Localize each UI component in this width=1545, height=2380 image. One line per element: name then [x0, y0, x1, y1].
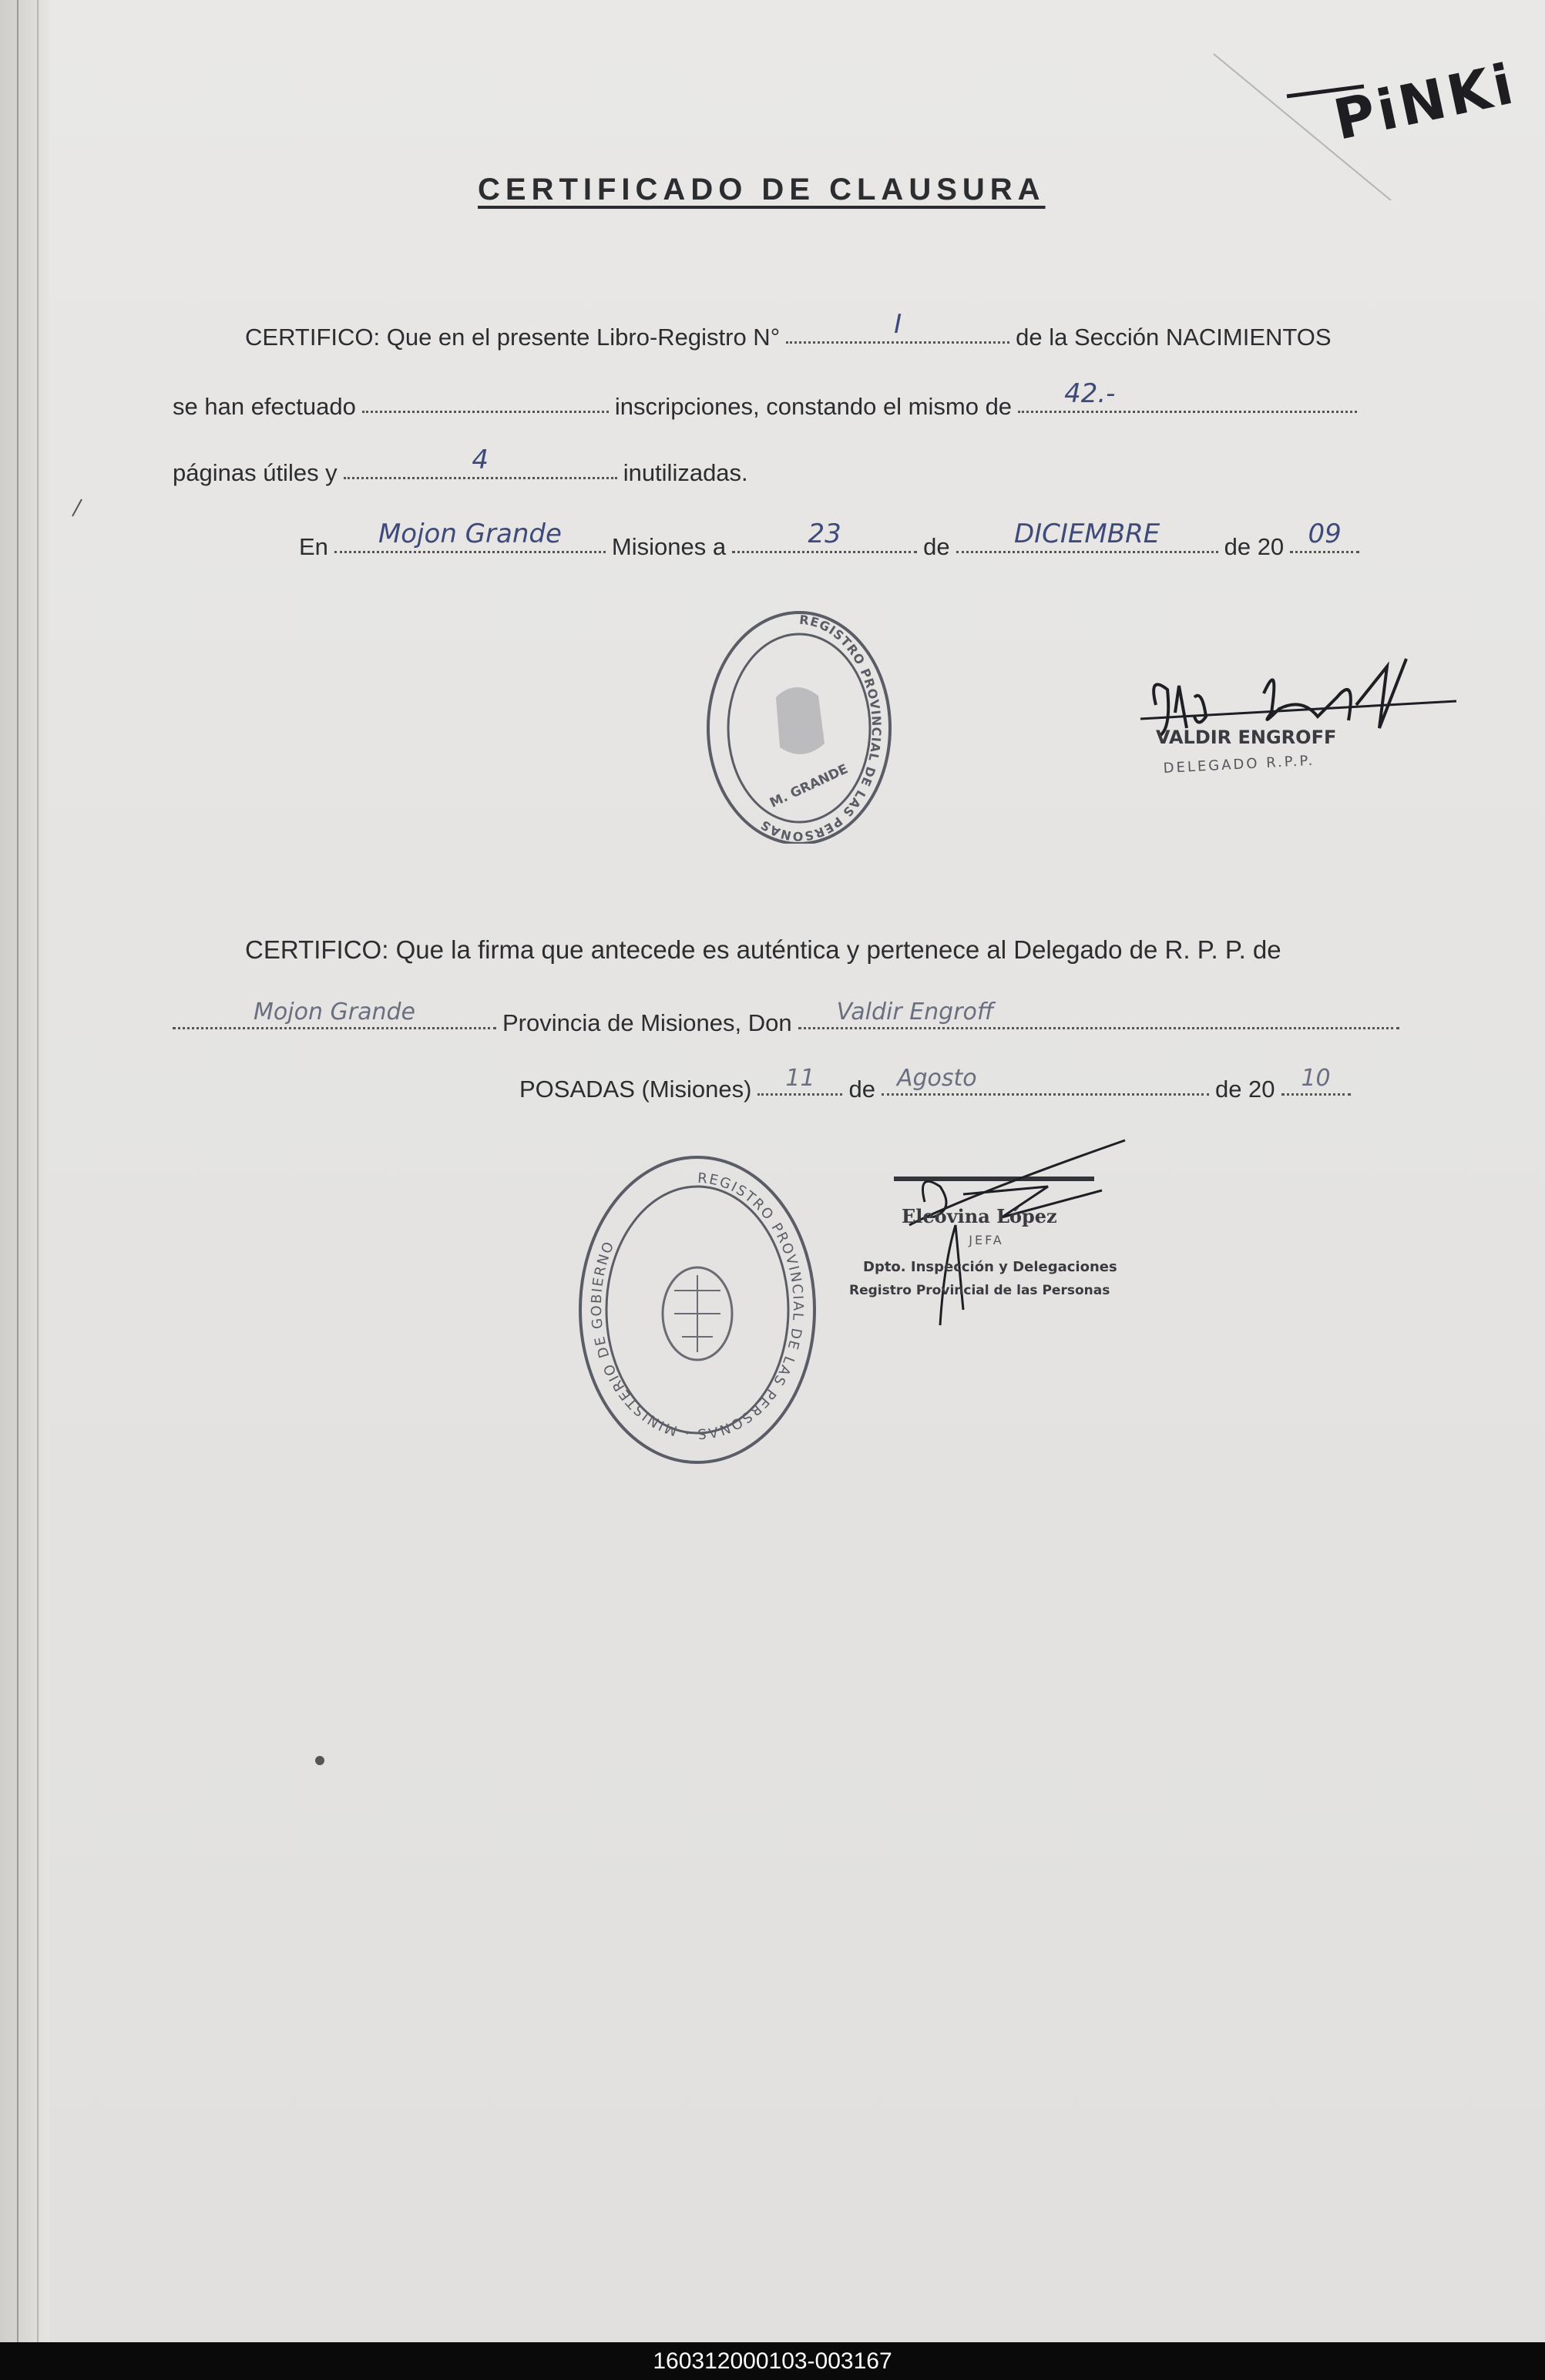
coat-of-arms-icon	[663, 1267, 732, 1360]
signature-2-name-stamp: Eleovina López	[902, 1205, 1057, 1227]
cert2-mes-value: Agosto	[896, 1065, 977, 1092]
cert-line-3-prefix: páginas útiles y	[173, 459, 338, 486]
cert2-date-line	[519, 1065, 1357, 1103]
date-mid-2: de	[923, 533, 950, 560]
cert-line-2	[173, 378, 1363, 421]
date-mid-1: Misiones a	[611, 533, 727, 560]
signature-2-role-2: Dpto. Inspección y Delegaciones	[863, 1259, 1117, 1275]
cert-line-3	[173, 445, 748, 487]
inutilizadas-field	[344, 445, 617, 479]
cert2-anio-prefix: de 20	[1214, 1076, 1275, 1103]
cert-line-3-suffix: inutilizadas.	[623, 459, 748, 486]
page-title: CERTIFICADO DE CLAUSURA	[478, 173, 1046, 206]
stamp-1-inner-text: M. GRANDE	[767, 761, 851, 811]
cert-date-line	[299, 519, 1365, 561]
paginas-field	[1018, 378, 1357, 413]
libro-numero-value: I	[894, 309, 902, 340]
cert2-city: POSADAS (Misiones)	[519, 1076, 752, 1103]
inscripciones-field	[362, 411, 609, 413]
paginas-value: 42.-	[1064, 378, 1116, 409]
delegado-signature	[1125, 643, 1464, 782]
mes-field	[956, 519, 1218, 553]
cert-line-1	[245, 309, 1332, 351]
anio-field	[1290, 519, 1359, 553]
page-edge-line	[17, 0, 18, 2342]
cert2-anio-field	[1281, 1065, 1351, 1096]
date-mid-3: de 20	[1224, 533, 1285, 560]
dia-value: 23	[808, 519, 841, 549]
cert2-line-2	[173, 999, 1406, 1037]
cert2-delegado-field	[798, 999, 1399, 1029]
mes-value: DICIEMBRE	[1013, 519, 1160, 549]
cert2-delegado-value: Valdir Engroff	[836, 999, 994, 1026]
anio-value: 09	[1308, 519, 1342, 549]
cert-line-2-prefix: se han efectuado	[173, 393, 356, 420]
cert2-anio-value: 10	[1301, 1065, 1331, 1092]
cert2-dia-value: 11	[785, 1065, 815, 1092]
cert2-line-1: CERTIFICO: Que la firma que antecede es auténtica y pertenece al Delegado de R. P. P. de	[245, 935, 1281, 964]
dia-field	[732, 519, 917, 553]
libro-numero-field	[786, 309, 1009, 344]
inutilizadas-value: 4	[472, 445, 489, 475]
stamp-1-ring-text: REGISTRO PROVINCIAL DE LAS PERSONAS	[757, 612, 885, 844]
jefa-signature	[848, 1109, 1156, 1333]
cert2-mes-field	[882, 1065, 1209, 1096]
cert2-dia-field	[757, 1065, 842, 1096]
date-prefix: En	[299, 533, 328, 560]
cert-line-1-prefix: CERTIFICO: Que en el presente Libro-Registro N°	[245, 324, 781, 351]
lugar-field	[334, 519, 606, 553]
page-left-edge	[0, 0, 49, 2342]
stamp-2-ring-text: REGISTRO PROVINCIAL DE LAS PERSONAS · MINISTERIO DE GOBIERNO	[588, 1170, 806, 1442]
pinki-overline	[1279, 77, 1372, 108]
cert-line-1-suffix: de la Sección NACIMIENTOS	[1016, 324, 1332, 351]
registry-stamp-1	[703, 597, 895, 844]
ministry-stamp-2	[574, 1152, 821, 1468]
signature-1-role-stamp: DELEGADO R.P.P.	[1163, 752, 1315, 777]
page-edge-line	[37, 0, 39, 2342]
cert2-line-2-mid: Provincia de Misiones, Don	[502, 1009, 792, 1036]
cert2-lugar-field	[173, 999, 496, 1029]
signature-1-name-stamp: VALDIR ENGROFF	[1156, 727, 1337, 748]
pen-tick-mark	[66, 493, 89, 524]
ink-speck	[308, 1749, 331, 1772]
cert2-lugar-value: Mojon Grande	[254, 999, 415, 1026]
cert2-de-label: de	[848, 1076, 875, 1103]
handwritten-annotation: PiNKi	[1328, 51, 1522, 153]
signature-2-role-1: JEFA	[969, 1233, 1004, 1247]
scan-id-footer: 160312000103-003167	[0, 2342, 1545, 2380]
lugar-value: Mojon Grande	[378, 519, 562, 549]
cert-line-2-mid: inscripciones, constando el mismo de	[614, 393, 1013, 420]
signature-2-role-3: Registro Provincial de las Personas	[849, 1283, 1110, 1298]
